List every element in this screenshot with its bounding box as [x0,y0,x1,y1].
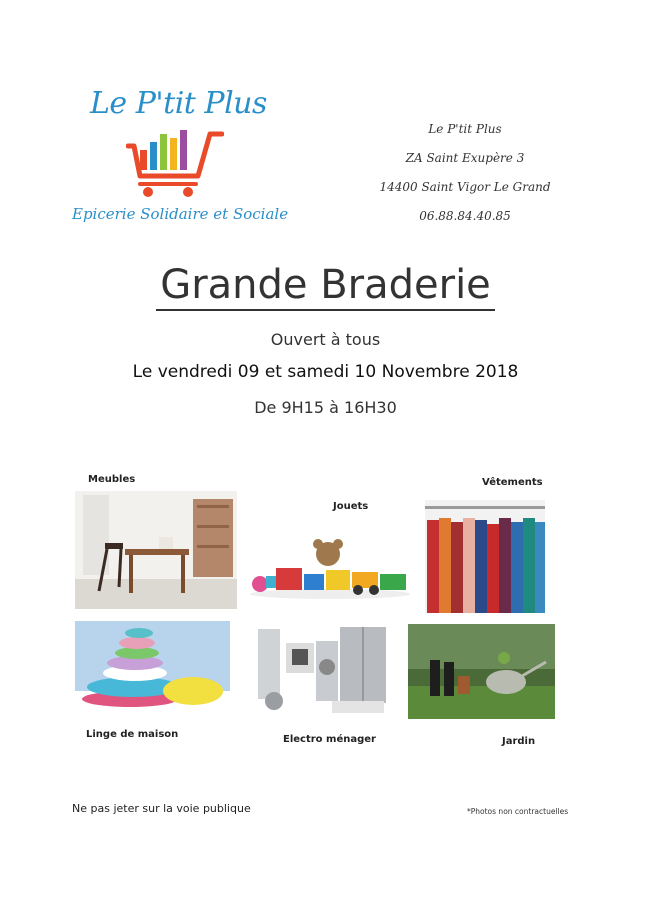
logo-title: Le P'tit Plus [90,86,267,121]
logo-tagline: Epicerie Solidaire et Sociale [72,205,289,223]
phone-number: 06.88.84.40.85 [419,209,511,223]
category-label-meubles: Meubles [88,474,136,485]
category-label-electro: Electro ménager [283,734,376,745]
address-line: 14400 Saint Vigor Le Grand [379,180,551,194]
clothing-photo [425,500,545,613]
logo-bar-3 [160,134,167,170]
category-label-jardin: Jardin [502,736,536,747]
category-label-vetements: Vêtements [482,477,543,488]
event-subtitle: Ouvert à tous [270,330,381,349]
footer-notice: Ne pas jeter sur la voie publique [72,802,251,815]
garden-photo [408,624,555,719]
appliances-photo [254,623,391,715]
logo-bar-4 [170,138,177,170]
event-dates: Le vendredi 09 et samedi 10 Novembre 2018 [132,362,519,382]
address-line: ZA Saint Exupère 3 [405,151,525,165]
address-block [360,118,570,234]
linens-photo [75,621,230,716]
photo-disclaimer: *Photos non contractuelles [467,807,569,816]
category-label-linge: Linge de maison [86,729,179,740]
cart-wheel-right [183,187,193,197]
event-title: Grande Braderie [156,263,495,311]
address-line: Le P'tit Plus [428,122,502,136]
furniture-photo [75,491,237,609]
toys-photo [246,534,414,600]
logo-bar-5 [180,130,187,170]
cart-wheel-left [143,187,153,197]
logo-bar-2 [150,142,157,170]
logo-bar-1 [140,150,147,170]
event-title-wrap [0,262,651,311]
category-label-jouets: Jouets [333,501,369,512]
shopping-cart-logo [126,128,224,200]
event-hours: De 9H15 à 16H30 [254,398,397,417]
